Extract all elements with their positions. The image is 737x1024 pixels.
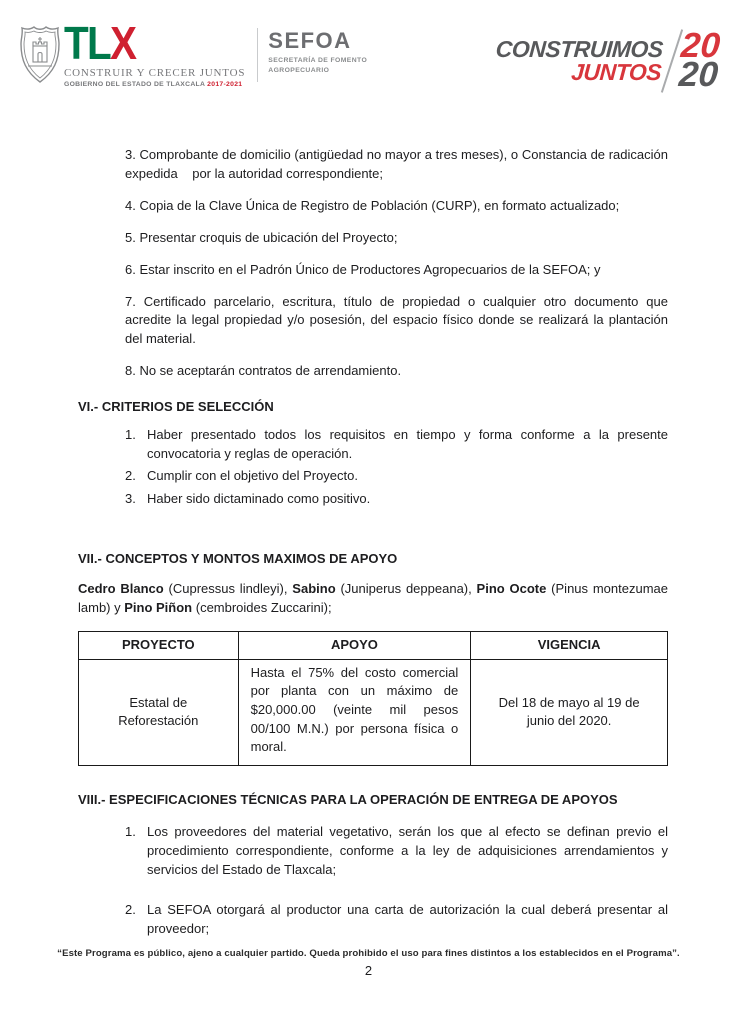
column-header-apoyo: APOYO <box>238 632 471 660</box>
construimos-juntos-logo <box>494 26 722 94</box>
footer-disclaimer: “Este Programa es público, ajeno a cualquier partido. Queda prohibido el uso para fines distintos a los establecidos en el Programa”. <box>57 948 680 959</box>
requisito-item-7: 7. Certificado parcelario, escritura, título de propiedad o cualquier otro documento que acredite la legal propiedad y/o posesión, del espacio físico donde se realizará la plantación del material. <box>125 293 672 347</box>
cell-proyecto: Estatal de Reforestación <box>79 659 239 765</box>
tlx-government-text: GOBIERNO DEL ESTADO DE TLAXCALA <box>64 81 208 89</box>
table-header-row <box>79 632 668 660</box>
species-intro-paragraph <box>78 580 668 617</box>
species-name: Pino Piñon <box>124 599 193 615</box>
list-item <box>125 823 668 879</box>
section-vi-title: VI.- CRITERIOS DE SELECCIÓN <box>78 398 274 414</box>
tlx-wordmark <box>64 17 224 69</box>
requisito-item-6: 6. Estar inscrito en el Padrón Único de Productores Agropecuarios de la SEFOA; y <box>125 261 601 277</box>
species-latin: (Juniperus deppeana), <box>335 581 477 597</box>
species-name: Pino Ocote <box>476 581 547 597</box>
year-bottom: 20 <box>677 55 720 94</box>
list-item-number: 3. <box>125 491 136 507</box>
list-item-text: Los proveedores del material vegetativo, serán los que al efecto se definan previo el procedimiento correspondiente, conforme a la ley de adquisiciones arrendamientos y servicios del Estado de Tlaxcala; <box>147 824 668 877</box>
tlx-sefoa-logo-group <box>18 17 368 89</box>
section-viii-list <box>125 823 668 938</box>
year-top: 20 <box>679 26 722 66</box>
requisito-item-5: 5. Presentar croquis de ubicación del Proyecto; <box>125 229 398 245</box>
list-item <box>125 426 668 463</box>
page-footer <box>0 948 737 978</box>
list-item-text: Haber sido dictaminado como positivo. <box>147 491 371 507</box>
column-header-proyecto: PROYECTO <box>79 632 239 660</box>
species-latin: (cembroides Zuccarini); <box>192 599 332 615</box>
requisito-item-3: 3. Comprobante de domicilio (antigüedad no mayor a tres meses), o Constancia de radicación expedida por la autoridad correspondiente; <box>125 147 672 181</box>
list-item-number: 1. <box>125 824 136 840</box>
logo-divider <box>257 28 258 82</box>
document-body <box>78 146 672 960</box>
list-item-number: 2. <box>125 468 136 484</box>
sefoa-subtitle-line2: AGROPECUARIO <box>268 66 330 74</box>
construimos-juntos-words <box>493 38 663 83</box>
page-header <box>18 17 722 108</box>
requisito-item-8: 8. No se aceptarán contratos de arrendamiento. <box>125 363 402 379</box>
list-item-text: Haber presentado todos los requisitos en tiempo y forma conforme a la presente convocatoria y reglas de operación. <box>147 427 668 461</box>
section-viii-title: VIII.- ESPECIFICACIONES TÉCNICAS PARA LA OPERACIÓN DE ENTREGA DE APOYOS <box>78 791 618 807</box>
tlx-tagline: CONSTRUIR Y CRECER JUNTOS <box>64 67 246 80</box>
list-item-text: La SEFOA otorgará al productor una carta de autorización la cual deberá presentar al proveedor; <box>147 902 668 936</box>
list-item-text: Cumplir con el objetivo del Proyecto. <box>147 468 358 484</box>
construimos-word: CONSTRUIMOS <box>494 36 664 63</box>
requisito-item-4: 4. Copia de la Clave Única de Registro de Población (CURP), en formato actualizado; <box>125 197 620 213</box>
tlaxcala-shield-icon <box>18 24 62 86</box>
section-vii-title: VII.- CONCEPTOS Y MONTOS MAXIMOS DE APOYO <box>78 550 398 566</box>
juntos-word: JUNTOS <box>570 59 663 85</box>
list-item <box>125 490 668 509</box>
column-header-vigencia: VIGENCIA <box>471 632 668 660</box>
sefoa-subtitle <box>268 56 367 76</box>
species-latin: (Cupressus lindleyi), <box>163 581 293 597</box>
tlx-wordmark-block <box>64 17 246 89</box>
tlx-letters-green: TL <box>64 17 110 69</box>
species-name: Sabino <box>292 581 336 597</box>
tlx-government-period: 2017-2021 <box>207 81 243 89</box>
sefoa-logo-block <box>268 30 367 76</box>
cell-apoyo: Hasta el 75% del costo comercial por planta con un máximo de $20,000.00 (veinte mil pesos 00/100 M.N.) por persona física o moral. <box>238 659 471 765</box>
apoyo-table <box>78 631 668 765</box>
tlx-government-line <box>64 81 245 88</box>
sefoa-subtitle-line1: SECRETARÍA DE FOMENTO <box>268 57 368 64</box>
table-row <box>79 659 668 765</box>
list-item <box>125 901 668 938</box>
sefoa-name: SEFOA <box>268 28 352 53</box>
list-item-number: 1. <box>125 427 136 443</box>
cell-vigencia: Del 18 de mayo al 19 de junio del 2020. <box>471 659 668 765</box>
page-number: 2 <box>364 963 373 978</box>
species-latin: (Pinus montezumae lamb) y <box>78 581 668 615</box>
tlx-letter-red: X <box>109 17 136 69</box>
species-name: Cedro Blanco <box>78 581 164 597</box>
list-item-number: 2. <box>125 902 136 918</box>
section-vi-list <box>125 426 668 508</box>
logo-year-2020 <box>677 26 722 94</box>
list-item <box>125 467 668 486</box>
